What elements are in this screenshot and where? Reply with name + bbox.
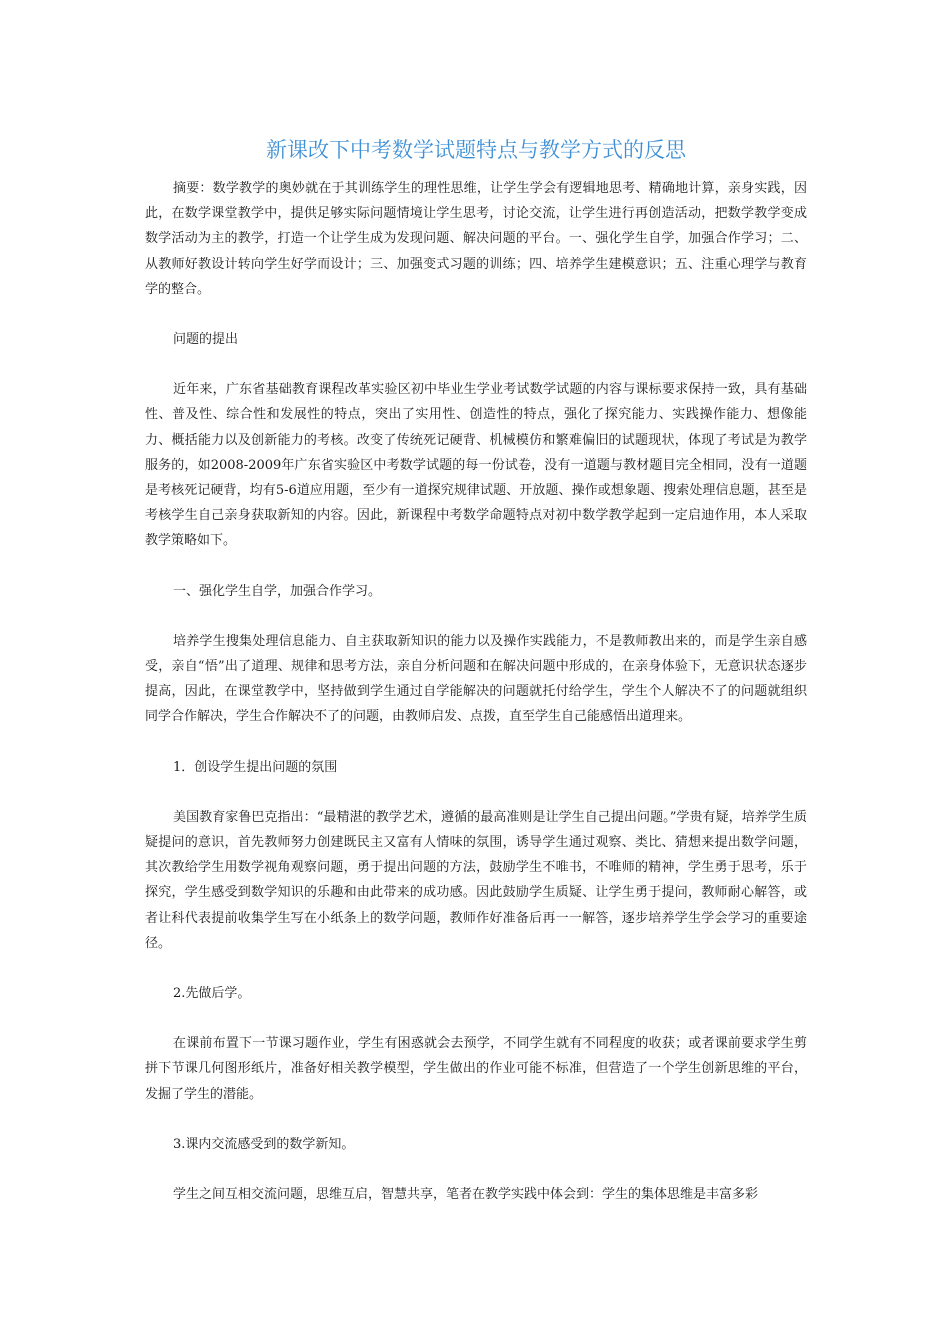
subsection-heading-1: 1．创设学生提出问题的氛围 (173, 759, 338, 775)
abstract-paragraph: 摘要：数学教学的奥妙就在于其训练学生的理性思维，让学生学会有逻辑地思考、精确地计算，亲身实践，因此，在数学课堂教学中，提供足够实际问题情境让学生思考，讨论交流，让学生进行再创造活动，把数学教学变成数学活动为主的教学，打造一个让学生成为发现问题、解决问题的平台。一、强化学生自学，加强合作学习；二、从教师好教设计转向学生好学而设计；三、加强变式习题的训练；四、培养学生建模意识；五、注重心理学与教育学的整合。 (145, 181, 807, 297)
section-heading-problem: 问题的提出 (173, 332, 239, 348)
document-title: 新课改下中考数学试题特点与教学方式的反思 (266, 138, 686, 162)
section-heading-1: 一、强化学生自学，加强合作学习。 (173, 583, 382, 599)
section-1-paragraph: 培养学生搜集处理信息能力、自主获取新知识的能力以及操作实践能力，不是教师教出来的，而是学生亲自感受，亲自“悟”出了道理、规律和思考方法，亲自分析问题和在解决问题中形成的，在亲身体验下，无意识状态逐步提高，因此，在课堂教学中，坚持做到学生通过自学能解决的问题就托付给学生，学生个人解决不了的问题就组织同学合作解决，学生合作解决不了的问题，由教师启发、点拨，直至学生自己能感悟出道理来。 (145, 633, 807, 725)
subsection-heading-3: 3.课内交流感受到的数学新知。 (173, 1136, 355, 1152)
subsection-3-paragraph: 学生之间互相交流问题，思维互启，智慧共享，笔者在教学实践中体会到：学生的集体思维是丰富多彩 (173, 1187, 759, 1203)
subsection-2-paragraph: 在课前布置下一节课习题作业，学生有困惑就会去预学，不同学生就有不同程度的收获；或者课前要求学生剪拼下节课几何图形纸片，准备好相关教学模型，学生做出的作业可能不标准，但营造了一个学生创新思维的平台，发掘了学生的潜能。 (145, 1036, 807, 1102)
section-problem-paragraph: 近年来，广东省基础教育课程改革实验区初中毕业生学业考试数学试题的内容与课标要求保持一致，具有基础性、普及性、综合性和发展性的特点，突出了实用性、创造性的特点，强化了探究能力、实践操作能力、想像能力、概括能力以及创新能力的考核。改变了传统死记硬背、机械模仿和繁难偏旧的试题现状，体现了考试是为教学服务的，如2008-2009年广东省实验区中考数学试题的每一份试卷，没有一道题与教材题目完全相同，没有一道题是考核死记硬背，均有5-6道应用题，至少有一道探究规律试题、开放题、操作或想象题、搜索处理信息题，甚至是考核学生自己亲身获取新知的内容。因此，新课程中考数学命题特点对初中数学教学起到一定启迪作用，本人采取教学策略如下。 (145, 382, 807, 549)
subsection-heading-2: 2.先做后学。 (173, 986, 251, 1002)
document-page (145, 130, 807, 1232)
subsection-1-paragraph: 美国教育家鲁巴克指出：“最精湛的教学艺术，遵循的最高准则是让学生自己提出问题。”学贵有疑，培养学生质疑提问的意识，首先教师努力创建既民主又富有人情味的氛围，诱导学生通过观察、类比、猜想来提出数学问题，其次教给学生用数学视角观察问题，勇于提出问题的方法，鼓励学生不唯书，不唯师的精神，学生勇于思考，乐于探究，学生感受到数学知识的乐趣和由此带来的成功感。因此鼓励学生质疑、让学生勇于提问，教师耐心解答，或者让科代表提前收集学生写在小纸条上的数学问题，教师作好准备后再一一解答，逐步培养学生学会学习的重要途径。 (145, 809, 807, 951)
